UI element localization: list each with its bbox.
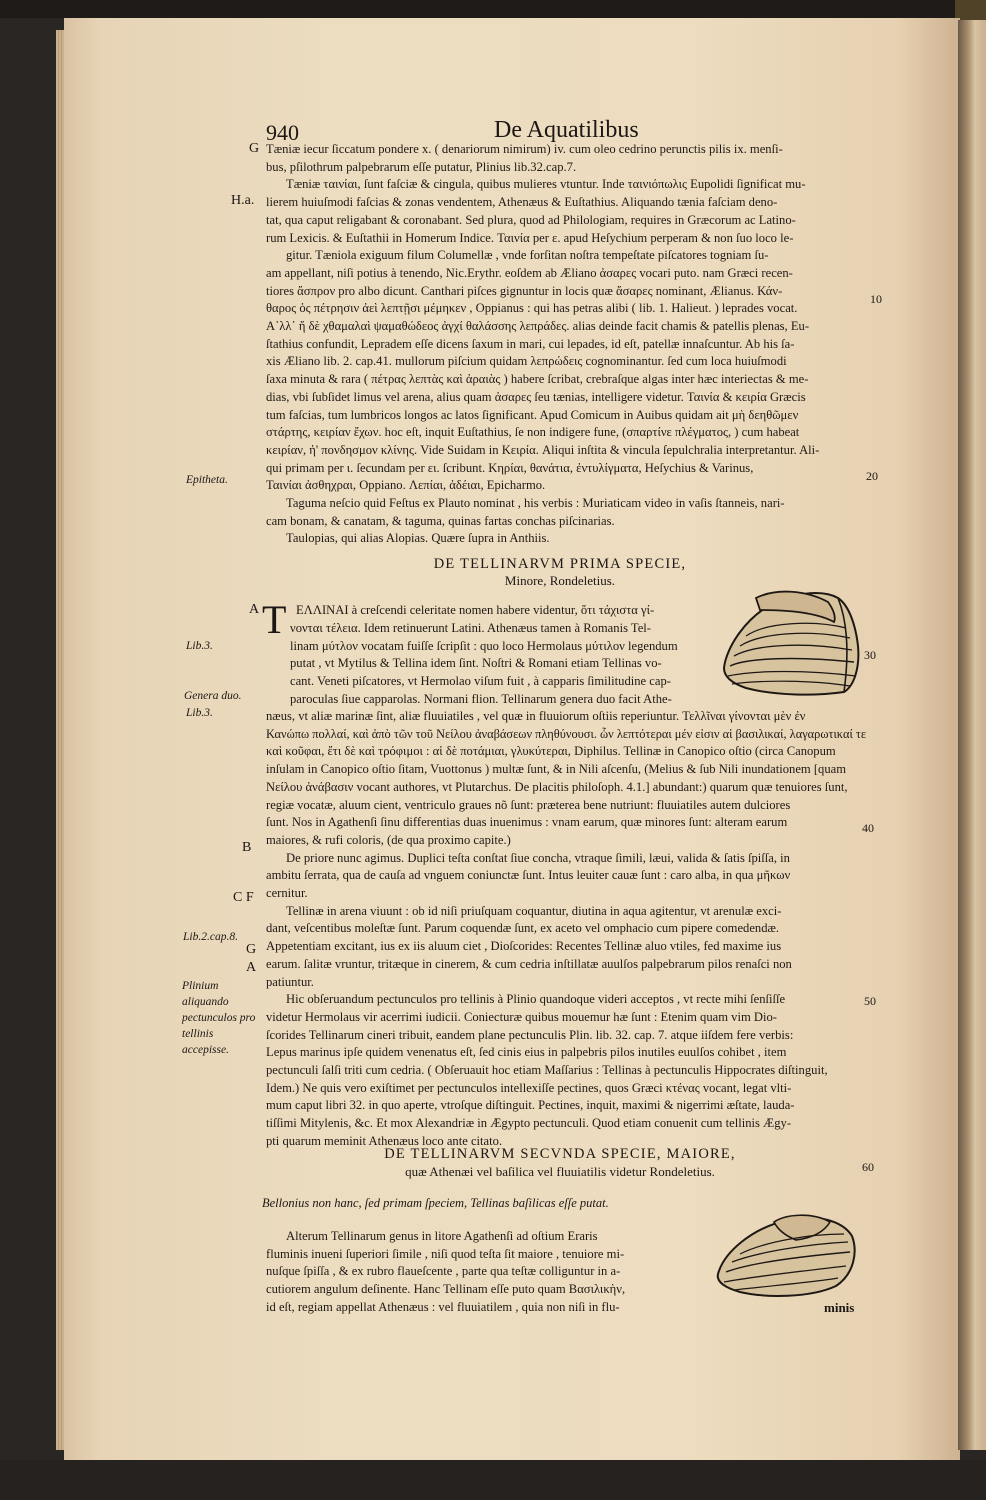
running-title: De Aquatilibus — [494, 117, 639, 143]
text-line: paroculas ſiue capparolas. Normani flion. Tellinarum genera duo facit Athe- — [290, 691, 672, 706]
text-line: Hic obſeruandum pectunculos pro tellinis à Plinio quandoque videri acceptos , vt recte mihi ſenſiſſe — [286, 992, 786, 1007]
text-line: dant, veſcentibus moleſtæ ſunt. Parum coquendæ ſunt, ex aceto vel omphacio cum pipere comedendæ. — [266, 921, 780, 936]
margin-note-lib2: Lib.2.cap.8. — [183, 931, 238, 943]
text-line: καὶ κοῦφαι, ἔτι δὲ καὶ τρόφιμοι : αἱ δὲ ποτάμιαι, γλυκύτεραι, Diphilus. Tellinæ in Canopico oſtio (circa Canopum — [266, 744, 836, 759]
dark-background-bottom — [0, 1460, 986, 1500]
dark-background-top — [0, 0, 986, 18]
text-line: patiuntur. — [266, 974, 314, 989]
text-line: putat , vt Mytilus & Tellina idem ſint. Noſtri & Romani etiam Tellinas vo- — [290, 656, 662, 671]
text-line: gitur. Tæniola exiguum filum Columellæ , vnde forſitan noſtra tempeſtate piſcatores togniam ſu- — [286, 248, 769, 263]
text-line: cam bonam, & canatam, & taguma, quinas fartas conchas piſcinarias. — [266, 513, 615, 528]
text-line: στάρτης, κειρίαν ἔχων. hoc eſt, inquit Euſtathius, ſe non indigere fune, (σπαρτίνε πλέγματος, ) cum habeat — [266, 425, 800, 440]
tellina-shell-illustration-2 — [712, 1212, 862, 1302]
text-line: Taulopias, qui alias Alopias. Quære ſupra in Anthiis. — [286, 531, 550, 546]
text-line: rum Lexicis. & Euſtathii in Homerum Indice. Ταινία per ε. apud Heſychium perperam & non ſuo loco le- — [266, 230, 794, 245]
section2-intro — [290, 620, 720, 709]
line-number-30: 30 — [864, 648, 876, 662]
text-line: ſunt. Nos in Agathenſi ſinu differentias duas inuenimus : vnam earum, quæ minores ſunt: alteram earum — [266, 815, 788, 830]
facing-page-edge — [958, 20, 986, 1450]
text-line: Alterum Tellinarum genus in litore Agathenſi ad oſtium Eraris — [286, 1229, 598, 1243]
tellina-shell-illustration-1 — [716, 588, 866, 698]
text-line: xis Æliano lib. 2. cap.41. mullorum piſcium quidam λεπρώδεις cognominantur. ſed cum loca huiuſmodi — [266, 354, 787, 369]
line-number-60: 60 — [862, 1160, 874, 1174]
text-line: Tellinæ in arena viuunt : ob id niſi priuſquam coquantur, diutina in aqua agitentur, vt arenulæ exci- — [286, 903, 782, 918]
section3-text — [266, 1228, 706, 1317]
line-number-40: 40 — [862, 821, 874, 835]
text-line: Κανώπω πολλαί, καὶ ἀπὸ τῶν τοῦ Νείλου ἀναβάσεων πληθύνουσι. ὧν λεπτότεραι μέν εἰσιν αἱ βασιλικαί, λαγαρωτικαί τε — [266, 726, 867, 741]
section-marker-g: G — [249, 141, 260, 156]
text-line: videtur Hermolaus vir acerrimi iudicii. Coniecturæ quibus mouemur hæ ſunt : Etenim quam vim Dio- — [266, 1009, 778, 1024]
section3-heading: DE TELLINARVM SECVNDA SPECIE, MAIORE, — [384, 1146, 736, 1162]
section2-text — [266, 708, 866, 1151]
section-marker-g2: G — [246, 942, 257, 957]
text-line: bus, pſilothrum palpebrarum eſſe putatur, Plinius lib.32.cap.7. — [266, 159, 577, 174]
text-line: νονται τέλεια. Idem retinuerunt Latini. Athenæus tamen à Romanis Tel- — [290, 621, 651, 635]
margin-note-plinium: Plinium aliquando pectunculos pro tellinis accepisse. — [182, 980, 256, 1056]
text-line: Tæniæ iecur ſiccatum pondere x. ( denariorum nimirum) iv. cum oleo cedrino perunctis pilis ix. menſi- — [266, 142, 783, 156]
margin-note-genera: Genera duo. — [184, 690, 242, 702]
text-line: Taguma neſcio quid Feſtus ex Plauto nominat , his verbis : Muriaticam video in vaſis ſtanneis, nari- — [286, 496, 785, 511]
text-line: cernitur. — [266, 886, 308, 901]
section-marker-b: B — [242, 840, 252, 855]
text-line: dias, vbi ſubſidet limus vel arena, alius quam ἀσαρες ſeu tænias, intelligere videtur. Ταινία & κειρία Græcis — [266, 389, 806, 404]
text-line: linam μύτλον vocatam fuiſſe ſcripſit : quo loco Hermolaus μύτιλον legendum — [290, 638, 678, 653]
text-line: ſtathius confundit, Lepradem eſſe dicens ſaxum in mari, cui lepades, id eſt, patellæ innaſcuntur. Ab his ſa- — [266, 336, 795, 351]
catchword: minis — [824, 1300, 855, 1315]
text-line: næus, vt aliæ marinæ ſint, aliæ fluuiatiles , vel quæ in fluuiorum oſtiis reperiuntur. Τελλῖναι γίνονται μὲν ἐν — [266, 709, 806, 723]
text-line: tat, qua caput religabant & coronabant. Sed plura, quod ad Philologiam, requires in Græcorum ac Latino- — [266, 212, 796, 227]
text-line: pti quarum meminit Athenæus loco ante citato. — [266, 1133, 503, 1148]
section2-heading: DE TELLINARVM PRIMA SPECIE, — [433, 556, 687, 572]
text-line: qui primam per ι. ſecundam per ει. ſcribunt. Κηρίαι, θανάτια, ἐντυλίγματα, Heſychius & Varinus, — [266, 460, 754, 475]
text-line: tiores ἄσπρον pro albo dicunt. Canthari piſces gignuntur in locis quæ ἄσαρες nominant, Ælianus. Κάν- — [266, 283, 783, 298]
section-marker-a2: A — [246, 960, 257, 975]
margin-note-epitheta: Epitheta. — [186, 474, 228, 486]
text-line: De priore nunc agimus. Duplici teſta conſtat ſiue concha, vtraque ſimili, læui, valida & ſatis ſpiſſa, in — [286, 850, 790, 865]
section2-subheading: Minore, Rondeletius. — [504, 573, 616, 588]
text-line: Idem.) Ne quis vero exiſtimet per pectunculos intellexiſſe pectines, quos Græci κτένας vocant, legat vlti- — [266, 1080, 792, 1095]
margin-note-lib3b: Lib.3. — [186, 707, 213, 719]
text-line: Α᾽λλ᾽ ἤ δὲ χθαμαλαὶ ψαμαθώδεος ἀγχί θαλάσσης λεπράδες. alias deinde facit chamis & patellis plenas, Eu- — [266, 319, 810, 334]
text-line: mum caput libri 32. in quo aperte, vtroſque diſtinguit. Pectines, inquit, maximi & nigerrimi æſtate, lauda- — [266, 1098, 795, 1113]
line-number-50: 50 — [864, 994, 876, 1008]
text-line: cant. Veneti piſcatores, vt Hermolao viſum fuit , à capparis ſimilitudine cap- — [290, 674, 671, 689]
page-number: 940 — [266, 120, 299, 145]
text-line: Ταινίαι ἀσθηχραι, Oppiano. Λεπίαι, ἀδέιαι, Epicharmo. — [266, 478, 546, 493]
line-number-10: 10 — [870, 292, 882, 306]
text-line: Lepus marinus ipſe quidem venenatus eſt, ſed cinis eius in palpebris pilos inutiles euulſos cohibet , item — [266, 1045, 787, 1060]
text-line: cutiorem angulum deſinente. Hanc Tellinam eſſe puto quam Βασιλικὴν, — [266, 1282, 626, 1297]
text-line: earum. ſalitæ vruntur, tritæque in cinerem, & cum cedria inſtillatæ auulſos palpebrarum pilos renaſci non — [266, 956, 792, 971]
text-line: lierem huiuſmodi faſcias & zonas vendentem, Athenæus & Euſtathius. Aliquando tænia faſciam deno- — [266, 195, 778, 210]
text-line: ambitu ſerrata, qua de cauſa ad vnguem coniunctæ ſunt. Intus leuiter cauæ ſunt : caro alba, in qua μῆκων — [266, 868, 791, 883]
text-line: maiores, & rufi coloris, (de qua proximo capite.) — [266, 832, 511, 847]
text-line: θαρος ὁς πέτρησιν ἀεὶ λεπτῇσι μέμηκεν , Oppianus : qui has petras alibi ( lib. 1. Halieut. ) leprades vocat. — [266, 301, 798, 316]
line-number-20: 20 — [866, 469, 878, 483]
text-line: ſaxa minuta & rara ( πέτρας λεπτὰς καὶ ἀραιὰς ) habere ſcribat, crebraſque algas inter hæc interiectas & me- — [266, 372, 809, 387]
section3-note: Bellonius non hanc, ſed primam ſpeciem, Tellinas baſilicas eſſe putat. — [262, 1196, 609, 1210]
text-line: tiſſimi Mitylenis, &c. Et mox Alexandriæ in Ægypto pectunculi. Quod etiam conuenit cum tellinis Ægy- — [266, 1116, 792, 1131]
margin-note-lib3: Lib.3. — [186, 640, 213, 652]
text-line: κειρίαν, ἡ' πονδησμον κλίνης. Vide Suidam in Κειρία. Aliqui inſtita & vincula ſepulchralia interpretantur. Ali- — [266, 442, 820, 457]
text-line: Tæniæ ταινίαι, ſunt faſciæ & cingula, quibus mulieres vtuntur. Inde ταινιόπωλις Eupolidi ſignificat mu- — [286, 177, 806, 192]
section-marker-a: A — [249, 602, 260, 617]
text-line: Νείλου ἀνάβασιν vocant authores, vt Plutarchus. De placitis philoſoph. 4.1.] abundant:) quarum quæ tenuiores ſunt, — [266, 779, 848, 794]
text-line: id eſt, regiam appellat Athenæus : vel fluuiatilem , quia non niſi in flu- — [266, 1299, 620, 1314]
text-line: inſulam in Canopico oſtio ſitam, Vuottonus ) multæ ſunt, & in Nili aſcenſu, (Melius & ſub Nili inundationem [quam — [266, 762, 847, 777]
text-line: nuſque ſpiſſa , & ex rubro flaueſcente , parte qua teſtæ colliguntur in a- — [266, 1264, 621, 1279]
text-line: regiæ vocatæ, aluum cient, ventriculo graues nõ ſunt: præterea bene nutriunt: fluuiatiles autem dulciores — [266, 797, 791, 812]
drop-cap: T — [262, 597, 287, 642]
section-marker-cf: C F — [233, 890, 254, 905]
text-line: ſcorides Tellinarum cineri tribuit, eandem plane pectunculis Plin. lib. 32. cap. 7. atque iiſdem fere verbis: — [266, 1027, 794, 1042]
text-line: Appetentiam excitant, ius ex iis aluum ciet , Dioſcorides: Recentes Tellinæ aluo vtiles, fed maxime ius — [266, 939, 782, 954]
text-line: am appellant, niſi potius à tenendo, Nic.Erythr. eoſdem ab Æliano ἀσαρες vocari puto. nam Græci recen- — [266, 265, 793, 280]
text-line: tum faſcias, tum lumbricos longos ac latos ſignificant. Apud Comicum in Auibus quidam ait μὴ δεηθῶμεν — [266, 407, 799, 422]
section3-subheading: quæ Athenæi vel baſilica vel fluuiatilis videtur Rondeletius. — [405, 1164, 715, 1179]
section2-first-line: ΕΛΛΙΝΑΙ à creſcendi celeritate nomen habere videntur, ὅτι τάχιστα γί- — [296, 603, 655, 617]
text-line: pectunculi ſalſi triti cum cedria. ( Obſeruauit hoc etiam Maſſarius : Tellinas à pectunculis Hippocrates diſtinguit, — [266, 1063, 828, 1078]
text-line: fluminis inueni ſuperiori ſimile , niſi quod teſta ſit maiore , tenuiore mi- — [266, 1246, 625, 1261]
section-marker-ha: H.a. — [231, 193, 255, 208]
section1-text — [266, 141, 866, 548]
